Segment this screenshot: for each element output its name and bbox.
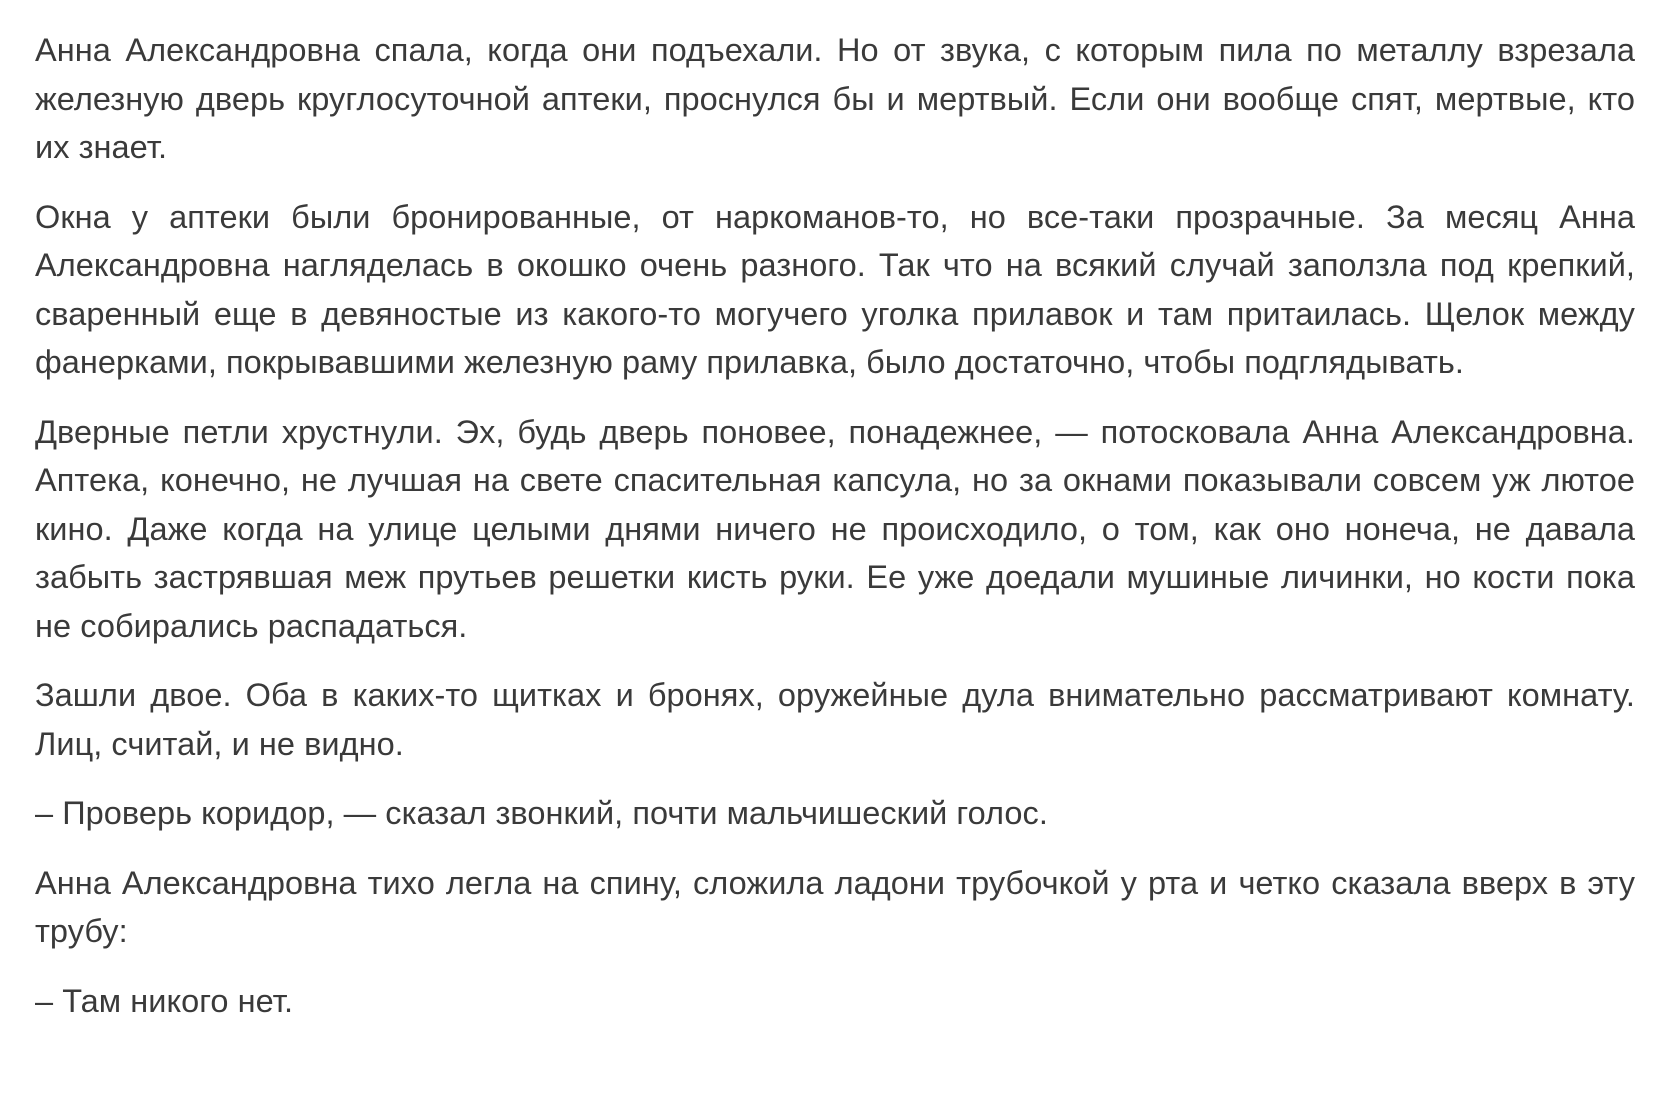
paragraph-5: – Проверь коридор, — сказал звонкий, почти мальчишеский голос. xyxy=(35,795,1048,831)
paragraph-6: Анна Александровна тихо легла на спину, сложила ладони трубочкой у рта и четко сказала вверх в эту трубу: xyxy=(35,864,1635,949)
paragraph-3: Дверные петли хрустнули. Эх, будь дверь поновее, понадежнее, — потосковала Анна Александровна. Аптека, конечно, не лучшая на свете спасительная капсула, но за окнами показывали совсем уж лютое кино. Даже когда на улице целыми днями ничего не происходило, о том, как оно нонеча, не давала забыть застрявшая меж прутьев решетки кисть руки. Ее уже доедали мушиные личинки, но кости пока не собирались распадаться. xyxy=(35,413,1635,644)
paragraph-4: Зашли двое. Оба в каких-то щитках и бронях, оружейные дула внимательно рассматривают комнату. Лиц, считай, и не видно. xyxy=(35,677,1635,762)
paragraph-1: Анна Александровна спала, когда они подъехали. Но от звука, с которым пила по металлу взрезала железную дверь круглосуточной аптеки, проснулся бы и мертвый. Если они вообще спят, мертвые, кто их знает. xyxy=(35,32,1635,165)
paragraph-2: Окна у аптеки были бронированные, от наркоманов-то, но все-таки прозрачные. За месяц Анна Александровна нагляделась в окошко очень разного. Так что на всякий случай заползла под крепкий, сваренный еще в девяностые из какого-то могучего уголка прилавок и там притаилась. Щелок между фанерками, покрывавшими железную раму прилавка, было достаточно, чтобы подглядывать. xyxy=(35,198,1635,380)
paragraph-7: – Там никого нет. xyxy=(35,982,294,1019)
article-text xyxy=(35,26,1635,1046)
